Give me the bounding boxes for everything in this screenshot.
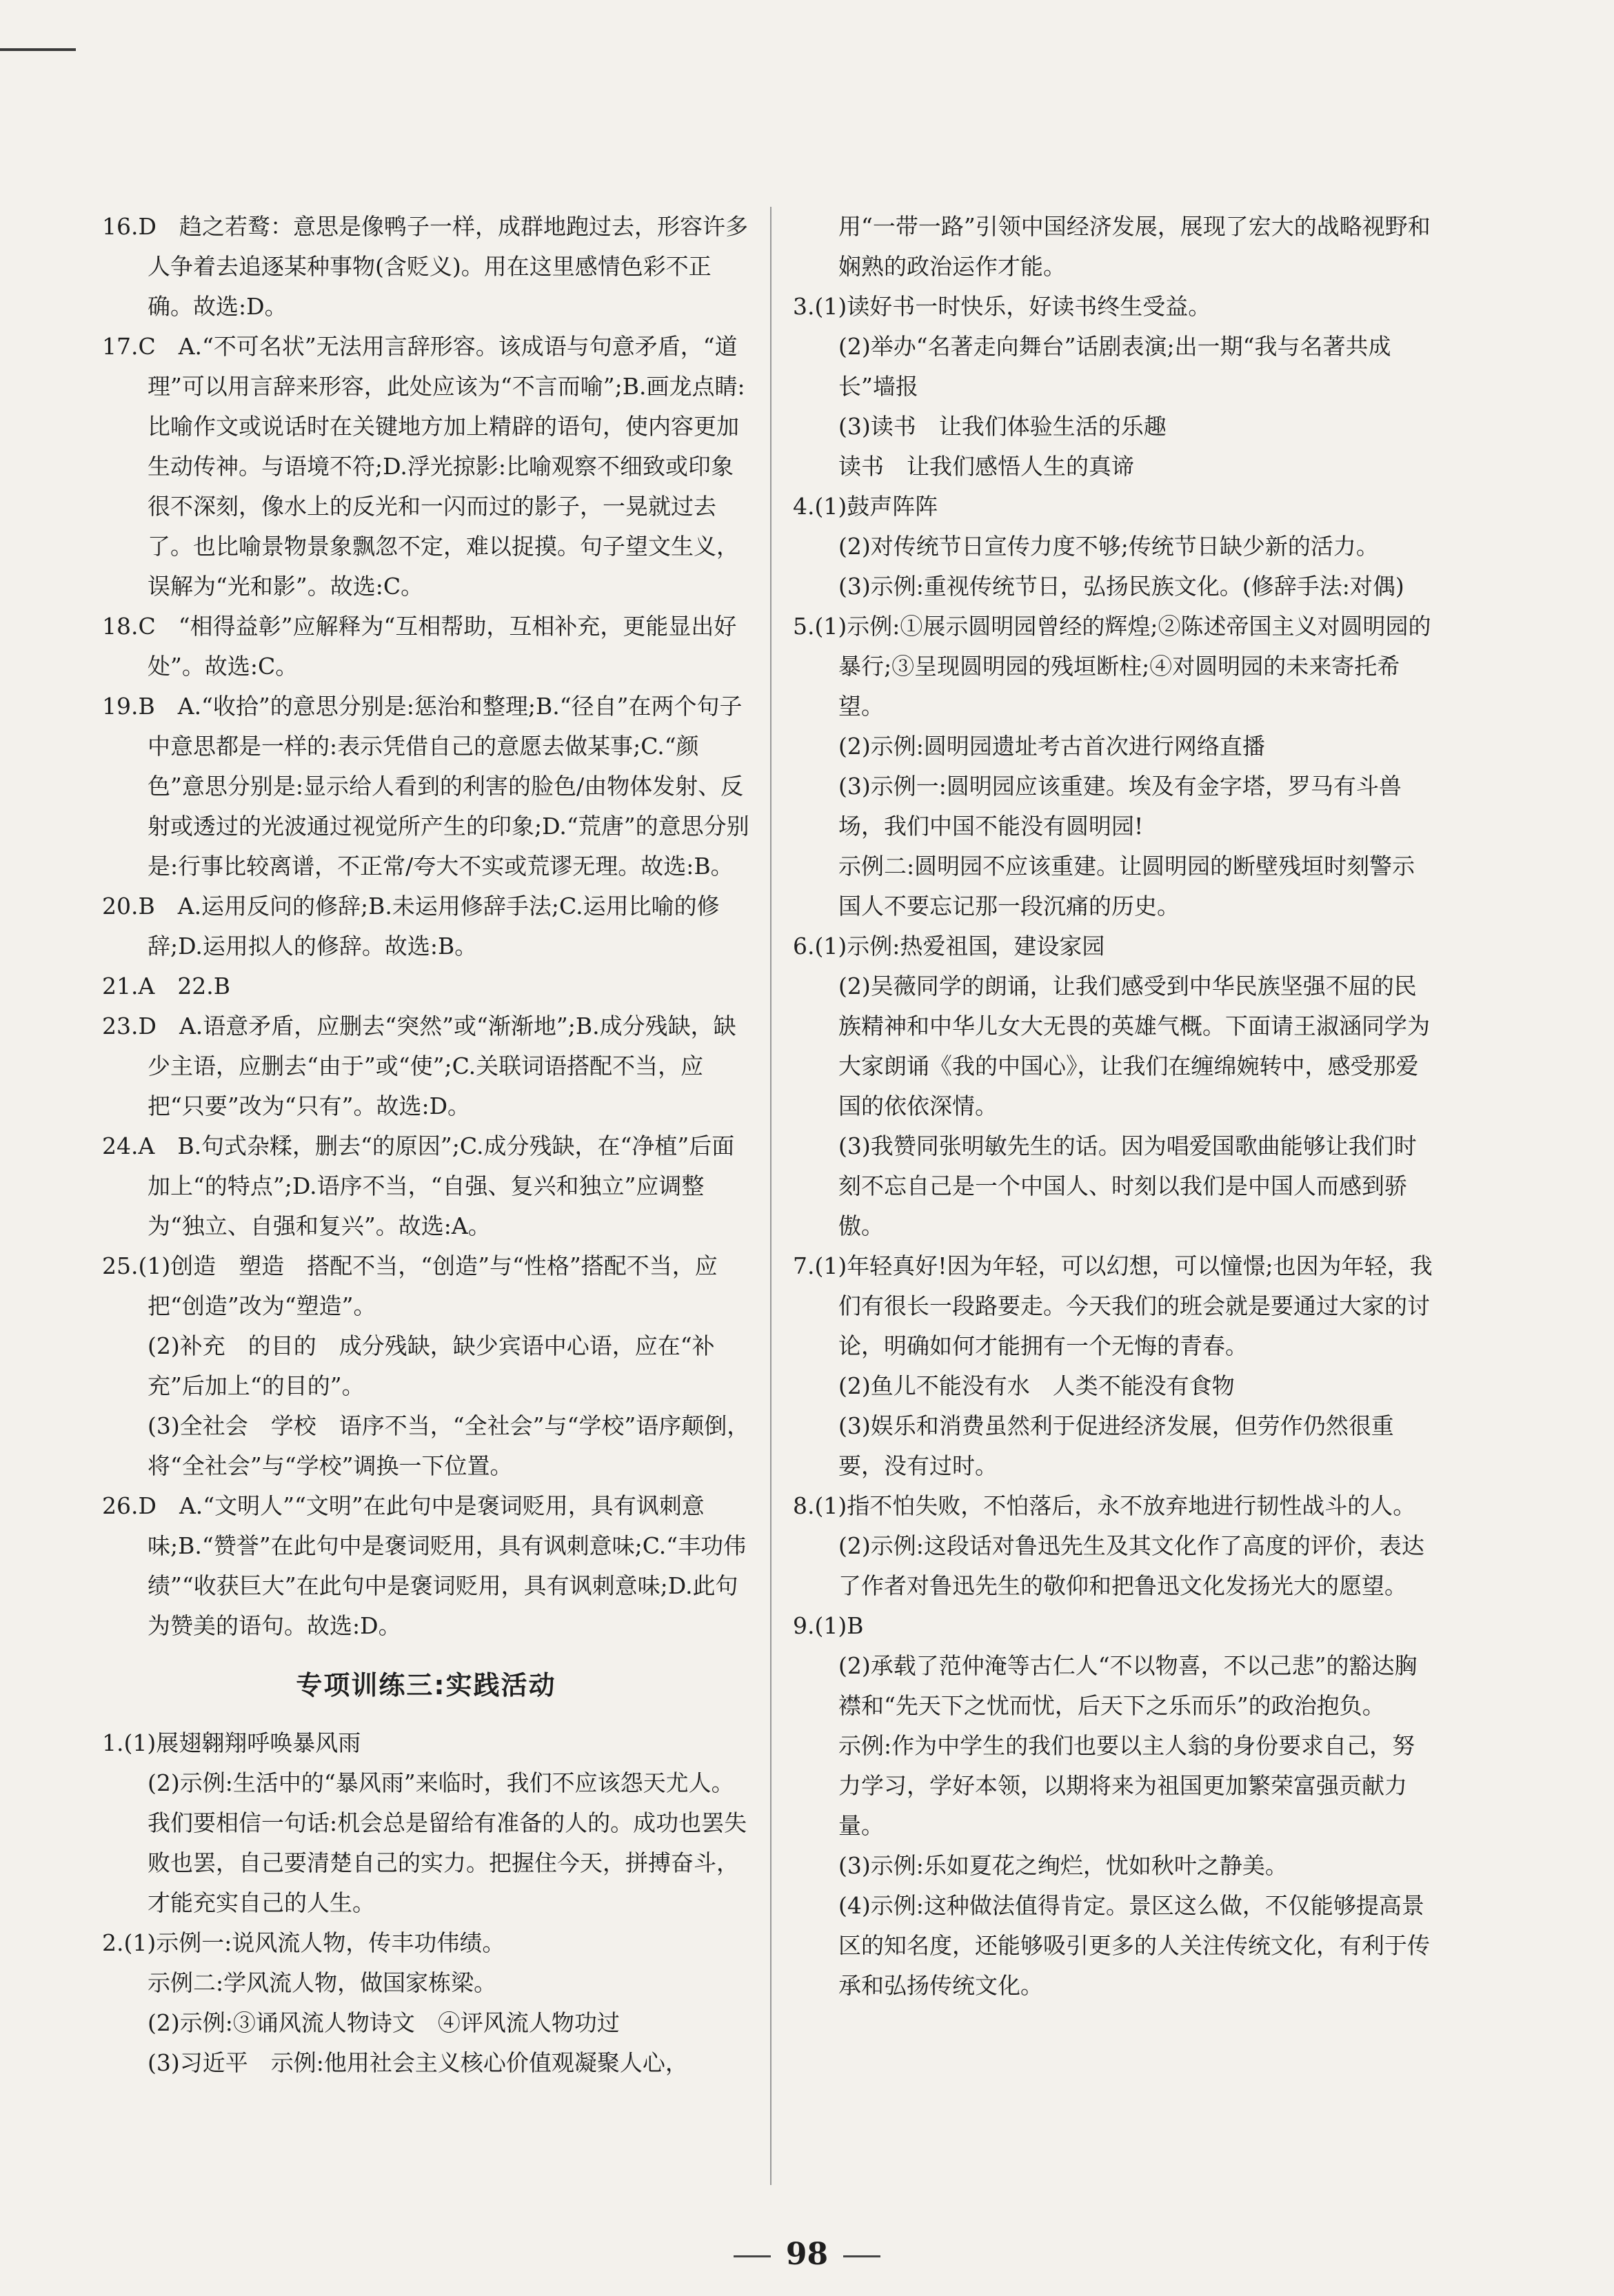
answer-item: 24.A B.句式杂糅，删去“的原因”;C.成分残缺，在“净植”后面加上“的特点”;D.语序不当，“自强、复兴和独立”应调整为“独立、自强和复兴”。故选:A。 (102, 1132, 735, 1239)
answer-subitem: (3)示例:乐如夏花之绚烂，忧如秋叶之静美。 (838, 1852, 1288, 1879)
answer-item: 4.(1)鼓声阵阵 (793, 493, 938, 520)
answer-item: 5.(1)示例:①展示圆明园曾经的辉煌;②陈述帝国主义对圆明园的暴行;③呈现圆明园的残垣断柱;④对圆明园的未来寄托希望。 (793, 613, 1431, 720)
answer-subitem: 示例:作为中学生的我们也要以主人翁的身份要求自己，努力学习，学好本领，以期将来为祖国更加繁荣富强贡献力量。 (838, 1732, 1415, 1839)
answer-subitem: (2)补充 的目的 成分残缺，缺少宾语中心语，应在“补充”后加上“的目的”。 (148, 1332, 715, 1399)
answer-subitem: (2)示例:生活中的“暴风雨”来临时，我们不应该怨天尤人。我们要相信一句话:机会总是留给有准备的人的。成功也罢失败也罢，自己要清楚自己的实力。把握住今天，拼搏奋斗，才能充实自己的人生。 (148, 1769, 747, 1916)
answer-subitem: 示例二:圆明园不应该重建。让圆明园的断壁残垣时刻警示国人不要忘记那一段沉痛的历史。 (838, 853, 1415, 920)
answer-subitem: 示例二:学风流人物，做国家栋梁。 (148, 1969, 497, 1996)
footer-dash-left (734, 2255, 771, 2257)
answer-item: 23.D A.语意矛盾，应删去“突然”或“渐渐地”;B.成分残缺，缺少主语，应删去“由于”或“使”;C.关联词语搭配不当，应把“只要”改为“只有”。故选:D。 (102, 1013, 736, 1119)
corner-mark (0, 48, 76, 51)
answer-item: 21.A 22.B (102, 973, 231, 999)
answer-subitem: (2)承载了范仲淹等古仁人“不以物喜，不以己悲”的豁达胸襟和“先天下之忧而忧，后天下之乐而乐”的政治抱负。 (838, 1652, 1418, 1719)
answer-item: 6.(1)示例:热爱祖国，建设家园 (793, 933, 1105, 959)
answer-item: 8.(1)指不怕失败，不怕落后，永不放弃地进行韧性战斗的人。 (793, 1492, 1416, 1519)
answer-subitem: 读书 让我们感悟人生的真谛 (838, 453, 1134, 480)
answer-item: 16.D 趋之若鹜：意思是像鸭子一样，成群地跑过去，形容许多人争着去追逐某种事物(含贬义)。用在这里感情色彩不正确。故选:D。 (102, 213, 748, 320)
answer-subitem: (3)习近平 示例:他用社会主义核心价值观凝聚人心， (148, 2049, 688, 2076)
answer-item: 19.B A.“收拾”的意思分别是:惩治和整理;B.“径自”在两个句子中意思都是一样的:表示凭借自己的意愿去做某事;C.“颜色”意思分别是:显示给人看到的利害的脸色/由物体发射、反射或透过的光波通过视觉所产生的印象;D.“荒唐”的意思分别是:行事比较离谱，不正常/夸大不实或荒谬无理。故选:B。 (102, 693, 749, 880)
answer-subitem: (2)示例:③诵风流人物诗文 ④评风流人物功过 (148, 2009, 620, 2036)
answer-item: 1.(1)展翅翱翔呼唤暴风雨 (102, 1729, 361, 1756)
answer-subitem: 用“一带一路”引领中国经济发展，展现了宏大的战略视野和娴熟的政治运作才能。 (838, 213, 1431, 280)
answer-item: 18.C “相得益彰”应解释为“互相帮助，互相补充，更能显出好处”。故选:C。 (102, 613, 737, 680)
section-title: 专项训练三:实践活动 (296, 1670, 556, 1700)
answer-subitem: (3)娱乐和消费虽然利于促进经济发展，但劳作仍然很重要，没有过时。 (838, 1412, 1394, 1479)
answer-subitem: (2)鱼儿不能没有水 人类不能没有食物 (838, 1372, 1235, 1399)
answer-item: 25.(1)创造 塑造 搭配不当，“创造”与“性格”搭配不当，应把“创造”改为“塑造”。 (102, 1252, 718, 1319)
answer-subitem: (2)示例:这段话对鲁迅先生及其文化作了高度的评价，表达了作者对鲁迅先生的敬仰和把鲁迅文化发扬光大的愿望。 (838, 1532, 1424, 1599)
answer-subitem: (3)示例:重视传统节日，弘扬民族文化。(修辞手法:对偶) (838, 573, 1404, 600)
right-column (793, 207, 1438, 2006)
answer-subitem: (2)吴薇同学的朗诵，让我们感受到中华民族坚强不屈的民族精神和中华儿女大无畏的英雄气概。下面请王淑涵同学为大家朗诵《我的中国心》，让我们在缠绵婉转中，感受那爱国的依依深情。 (838, 973, 1430, 1119)
footer-dash-right (843, 2255, 880, 2257)
answer-subitem: (2)举办“名著走向舞台”话剧表演;出一期“我与名著共成长”墙报 (838, 333, 1391, 400)
answer-item: 9.(1)B (793, 1612, 864, 1639)
answer-item: 2.(1)示例一:说风流人物，传丰功伟绩。 (102, 1929, 505, 1956)
answer-item: 26.D A.“文明人”“文明”在此句中是褒词贬用，具有讽刺意味;B.“赞誉”在此句中是褒词贬用，具有讽刺意味;C.“丰功伟绩”“收获巨大”在此句中是褒词贬用，具有讽刺意味;D.此句为赞美的语句。故选:D。 (102, 1492, 747, 1639)
answer-subitem: (2)示例:圆明园遗址考古首次进行网络直播 (838, 733, 1265, 760)
answer-subitem: (2)对传统节日宣传力度不够;传统节日缺少新的活力。 (838, 533, 1379, 560)
answer-item: 7.(1)年轻真好!因为年轻，可以幻想，可以憧憬;也因为年轻，我们有很长一段路要走。今天我们的班会就是要通过大家的讨论，明确如何才能拥有一个无悔的青春。 (793, 1252, 1433, 1359)
left-column (102, 207, 750, 2083)
answer-subitem: (3)全社会 学校 语序不当，“全社会”与“学校”语序颠倒，将“全社会”与“学校”调换一下位置。 (148, 1412, 750, 1479)
answer-item: 20.B A.运用反问的修辞;B.未运用修辞手法;C.运用比喻的修辞;D.运用拟人的修辞。故选:B。 (102, 893, 720, 959)
page-number: 98 (785, 2237, 829, 2272)
answer-subitem: (3)我赞同张明敏先生的话。因为唱爱国歌曲能够让我们时刻不忘自己是一个中国人、时刻以我们是中国人而感到骄傲。 (838, 1132, 1417, 1239)
answer-item: 3.(1)读好书一时快乐，好读书终生受益。 (793, 293, 1211, 320)
answer-subitem: (4)示例:这种做法值得肯定。景区这么做，不仅能够提高景区的知名度，还能够吸引更多的人关注传统文化，有利于传承和弘扬传统文化。 (838, 1892, 1430, 1999)
answer-item: 17.C A.“不可名状”无法用言辞形容。该成语与句意矛盾，“道理”可以用言辞来形容，此处应该为“不言而喻”;B.画龙点睛:比喻作文或说话时在关键地方加上精辟的语句，使内容更加生动传神。与语境不符;D.浮光掠影:比喻观察不细致或印象很不深刻，像水上的反光和一闪而过的影子，一晃就过去了。也比喻景物景象飘忽不定，难以捉摸。句子望文生义，误解为“光和影”。故选:C。 (102, 333, 745, 600)
column-divider (770, 207, 771, 2185)
page-footer (0, 2237, 1614, 2272)
answer-subitem: (3)示例一:圆明园应该重建。埃及有金字塔，罗马有斗兽场，我们中国不能没有圆明园! (838, 773, 1402, 840)
answer-subitem: (3)读书 让我们体验生活的乐趣 (838, 413, 1167, 440)
